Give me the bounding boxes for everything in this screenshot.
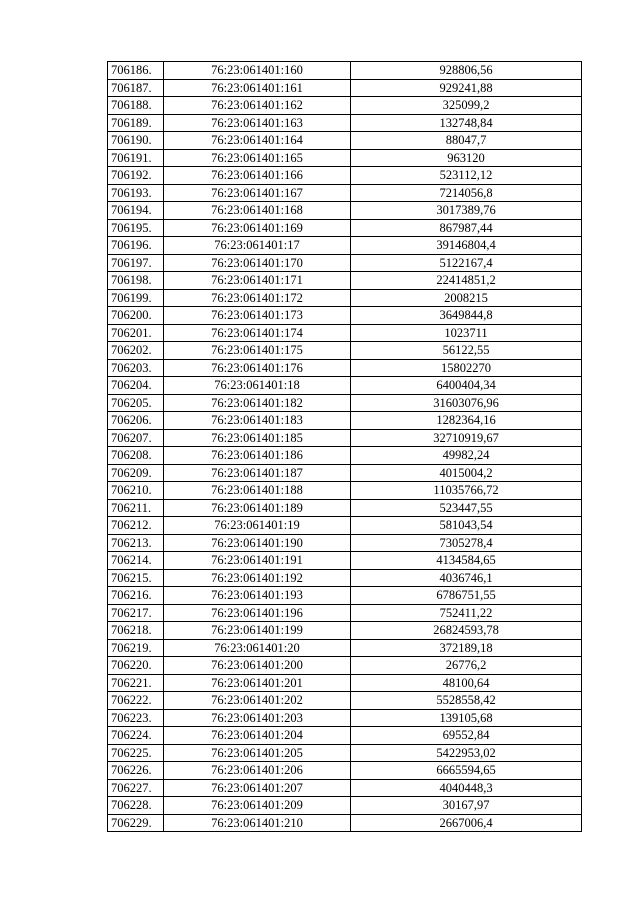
cadastral-value-cell: 963120 xyxy=(351,149,582,167)
row-number-cell: 706194. xyxy=(108,202,164,220)
cadastral-number-cell: 76:23:061401:163 xyxy=(164,114,351,132)
row-number-cell: 706212. xyxy=(108,517,164,535)
row-number-cell: 706199. xyxy=(108,289,164,307)
cadastral-value-cell: 1282364,16 xyxy=(351,412,582,430)
cadastral-value-cell: 39146804,4 xyxy=(351,237,582,255)
table-row xyxy=(108,429,582,447)
cadastral-value-table xyxy=(107,61,582,832)
table-row xyxy=(108,482,582,500)
cadastral-value-cell: 325099,2 xyxy=(351,97,582,115)
table-row xyxy=(108,184,582,202)
row-number-cell: 706203. xyxy=(108,359,164,377)
row-number-cell: 706191. xyxy=(108,149,164,167)
cadastral-number-cell: 76:23:061401:205 xyxy=(164,744,351,762)
cadastral-number-cell: 76:23:061401:187 xyxy=(164,464,351,482)
cadastral-value-cell: 523447,55 xyxy=(351,499,582,517)
cadastral-number-cell: 76:23:061401:166 xyxy=(164,167,351,185)
table-row xyxy=(108,552,582,570)
cadastral-number-cell: 76:23:061401:202 xyxy=(164,692,351,710)
cadastral-number-cell: 76:23:061401:206 xyxy=(164,762,351,780)
cadastral-number-cell: 76:23:061401:176 xyxy=(164,359,351,377)
cadastral-number-cell: 76:23:061401:207 xyxy=(164,779,351,797)
table-row xyxy=(108,709,582,727)
table-row xyxy=(108,62,582,80)
row-number-cell: 706226. xyxy=(108,762,164,780)
row-number-cell: 706227. xyxy=(108,779,164,797)
table-row xyxy=(108,202,582,220)
row-number-cell: 706218. xyxy=(108,622,164,640)
cadastral-value-cell: 6786751,55 xyxy=(351,587,582,605)
cadastral-number-cell: 76:23:061401:183 xyxy=(164,412,351,430)
cadastral-number-cell: 76:23:061401:171 xyxy=(164,272,351,290)
row-number-cell: 706188. xyxy=(108,97,164,115)
cadastral-value-cell: 49982,24 xyxy=(351,447,582,465)
row-number-cell: 706215. xyxy=(108,569,164,587)
cadastral-value-cell: 26824593,78 xyxy=(351,622,582,640)
cadastral-value-cell: 26776,2 xyxy=(351,657,582,675)
table-row xyxy=(108,779,582,797)
cadastral-number-cell: 76:23:061401:164 xyxy=(164,132,351,150)
table-body xyxy=(108,62,582,832)
row-number-cell: 706192. xyxy=(108,167,164,185)
cadastral-value-cell: 4134584,65 xyxy=(351,552,582,570)
row-number-cell: 706214. xyxy=(108,552,164,570)
cadastral-number-cell: 76:23:061401:200 xyxy=(164,657,351,675)
row-number-cell: 706201. xyxy=(108,324,164,342)
row-number-cell: 706217. xyxy=(108,604,164,622)
cadastral-number-cell: 76:23:061401:185 xyxy=(164,429,351,447)
cadastral-number-cell: 76:23:061401:174 xyxy=(164,324,351,342)
row-number-cell: 706186. xyxy=(108,62,164,80)
row-number-cell: 706225. xyxy=(108,744,164,762)
table-row xyxy=(108,324,582,342)
cadastral-number-cell: 76:23:061401:209 xyxy=(164,797,351,815)
row-number-cell: 706209. xyxy=(108,464,164,482)
cadastral-value-cell: 7305278,4 xyxy=(351,534,582,552)
table-row xyxy=(108,744,582,762)
cadastral-number-cell: 76:23:061401:182 xyxy=(164,394,351,412)
table-row xyxy=(108,657,582,675)
row-number-cell: 706206. xyxy=(108,412,164,430)
cadastral-value-cell: 928806,56 xyxy=(351,62,582,80)
row-number-cell: 706190. xyxy=(108,132,164,150)
row-number-cell: 706228. xyxy=(108,797,164,815)
cadastral-number-cell: 76:23:061401:189 xyxy=(164,499,351,517)
cadastral-number-cell: 76:23:061401:172 xyxy=(164,289,351,307)
cadastral-value-cell: 2008215 xyxy=(351,289,582,307)
table-row xyxy=(108,342,582,360)
table-row xyxy=(108,219,582,237)
row-number-cell: 706223. xyxy=(108,709,164,727)
row-number-cell: 706189. xyxy=(108,114,164,132)
row-number-cell: 706205. xyxy=(108,394,164,412)
table-row xyxy=(108,534,582,552)
table-row xyxy=(108,412,582,430)
cadastral-number-cell: 76:23:061401:168 xyxy=(164,202,351,220)
table-row xyxy=(108,377,582,395)
row-number-cell: 706221. xyxy=(108,674,164,692)
cadastral-value-cell: 31603076,96 xyxy=(351,394,582,412)
cadastral-number-cell: 76:23:061401:169 xyxy=(164,219,351,237)
cadastral-number-cell: 76:23:061401:204 xyxy=(164,727,351,745)
cadastral-number-cell: 76:23:061401:160 xyxy=(164,62,351,80)
cadastral-value-cell: 88047,7 xyxy=(351,132,582,150)
cadastral-number-cell: 76:23:061401:167 xyxy=(164,184,351,202)
cadastral-value-cell: 6665594,65 xyxy=(351,762,582,780)
row-number-cell: 706187. xyxy=(108,79,164,97)
cadastral-number-cell: 76:23:061401:165 xyxy=(164,149,351,167)
table-row xyxy=(108,604,582,622)
table-row xyxy=(108,587,582,605)
table-row xyxy=(108,674,582,692)
row-number-cell: 706200. xyxy=(108,307,164,325)
cadastral-value-cell: 139105,68 xyxy=(351,709,582,727)
row-number-cell: 706224. xyxy=(108,727,164,745)
cadastral-value-cell: 929241,88 xyxy=(351,79,582,97)
cadastral-number-cell: 76:23:061401:193 xyxy=(164,587,351,605)
cadastral-number-cell: 76:23:061401:162 xyxy=(164,97,351,115)
table-row xyxy=(108,359,582,377)
cadastral-value-cell: 4015004,2 xyxy=(351,464,582,482)
table-row xyxy=(108,167,582,185)
table-row xyxy=(108,727,582,745)
cadastral-value-cell: 3649844,8 xyxy=(351,307,582,325)
table-row xyxy=(108,447,582,465)
cadastral-value-cell: 32710919,67 xyxy=(351,429,582,447)
cadastral-number-cell: 76:23:061401:17 xyxy=(164,237,351,255)
cadastral-value-cell: 5528558,42 xyxy=(351,692,582,710)
cadastral-number-cell: 76:23:061401:18 xyxy=(164,377,351,395)
table-row xyxy=(108,394,582,412)
cadastral-number-cell: 76:23:061401:191 xyxy=(164,552,351,570)
table-row xyxy=(108,499,582,517)
cadastral-value-cell: 2667006,4 xyxy=(351,814,582,832)
cadastral-number-cell: 76:23:061401:196 xyxy=(164,604,351,622)
row-number-cell: 706229. xyxy=(108,814,164,832)
cadastral-value-cell: 1023711 xyxy=(351,324,582,342)
cadastral-value-cell: 5422953,02 xyxy=(351,744,582,762)
row-number-cell: 706196. xyxy=(108,237,164,255)
row-number-cell: 706210. xyxy=(108,482,164,500)
table-row xyxy=(108,132,582,150)
cadastral-number-cell: 76:23:061401:173 xyxy=(164,307,351,325)
cadastral-value-cell: 581043,54 xyxy=(351,517,582,535)
row-number-cell: 706195. xyxy=(108,219,164,237)
cadastral-number-cell: 76:23:061401:188 xyxy=(164,482,351,500)
cadastral-number-cell: 76:23:061401:210 xyxy=(164,814,351,832)
table-row xyxy=(108,79,582,97)
row-number-cell: 706207. xyxy=(108,429,164,447)
table-row xyxy=(108,762,582,780)
cadastral-value-cell: 752411,22 xyxy=(351,604,582,622)
table-row xyxy=(108,97,582,115)
table-row xyxy=(108,307,582,325)
table-row xyxy=(108,289,582,307)
table-row xyxy=(108,254,582,272)
table-row xyxy=(108,272,582,290)
cadastral-value-cell: 48100,64 xyxy=(351,674,582,692)
table-row xyxy=(108,149,582,167)
cadastral-number-cell: 76:23:061401:203 xyxy=(164,709,351,727)
row-number-cell: 706211. xyxy=(108,499,164,517)
cadastral-value-cell: 4040448,3 xyxy=(351,779,582,797)
cadastral-number-cell: 76:23:061401:201 xyxy=(164,674,351,692)
table-row xyxy=(108,639,582,657)
table-row xyxy=(108,114,582,132)
cadastral-number-cell: 76:23:061401:175 xyxy=(164,342,351,360)
cadastral-value-cell: 4036746,1 xyxy=(351,569,582,587)
cadastral-value-cell: 372189,18 xyxy=(351,639,582,657)
table-row xyxy=(108,464,582,482)
table-row xyxy=(108,797,582,815)
table-row xyxy=(108,692,582,710)
row-number-cell: 706204. xyxy=(108,377,164,395)
cadastral-value-cell: 523112,12 xyxy=(351,167,582,185)
cadastral-value-cell: 11035766,72 xyxy=(351,482,582,500)
row-number-cell: 706197. xyxy=(108,254,164,272)
cadastral-value-cell: 7214056,8 xyxy=(351,184,582,202)
cadastral-number-cell: 76:23:061401:20 xyxy=(164,639,351,657)
cadastral-value-cell: 30167,97 xyxy=(351,797,582,815)
cadastral-value-cell: 6400404,34 xyxy=(351,377,582,395)
table-row xyxy=(108,517,582,535)
row-number-cell: 706202. xyxy=(108,342,164,360)
row-number-cell: 706220. xyxy=(108,657,164,675)
cadastral-number-cell: 76:23:061401:186 xyxy=(164,447,351,465)
cadastral-number-cell: 76:23:061401:161 xyxy=(164,79,351,97)
cadastral-value-cell: 132748,84 xyxy=(351,114,582,132)
cadastral-value-cell: 56122,55 xyxy=(351,342,582,360)
cadastral-number-cell: 76:23:061401:190 xyxy=(164,534,351,552)
cadastral-value-cell: 867987,44 xyxy=(351,219,582,237)
cadastral-number-cell: 76:23:061401:170 xyxy=(164,254,351,272)
table-row xyxy=(108,237,582,255)
cadastral-value-cell: 22414851,2 xyxy=(351,272,582,290)
row-number-cell: 706219. xyxy=(108,639,164,657)
cadastral-value-cell: 3017389,76 xyxy=(351,202,582,220)
row-number-cell: 706198. xyxy=(108,272,164,290)
cadastral-number-cell: 76:23:061401:199 xyxy=(164,622,351,640)
cadastral-value-cell: 5122167,4 xyxy=(351,254,582,272)
cadastral-number-cell: 76:23:061401:192 xyxy=(164,569,351,587)
row-number-cell: 706193. xyxy=(108,184,164,202)
cadastral-number-cell: 76:23:061401:19 xyxy=(164,517,351,535)
table-row xyxy=(108,814,582,832)
row-number-cell: 706208. xyxy=(108,447,164,465)
cadastral-value-cell: 15802270 xyxy=(351,359,582,377)
row-number-cell: 706216. xyxy=(108,587,164,605)
table-row xyxy=(108,569,582,587)
row-number-cell: 706213. xyxy=(108,534,164,552)
row-number-cell: 706222. xyxy=(108,692,164,710)
table-row xyxy=(108,622,582,640)
cadastral-value-cell: 69552,84 xyxy=(351,727,582,745)
